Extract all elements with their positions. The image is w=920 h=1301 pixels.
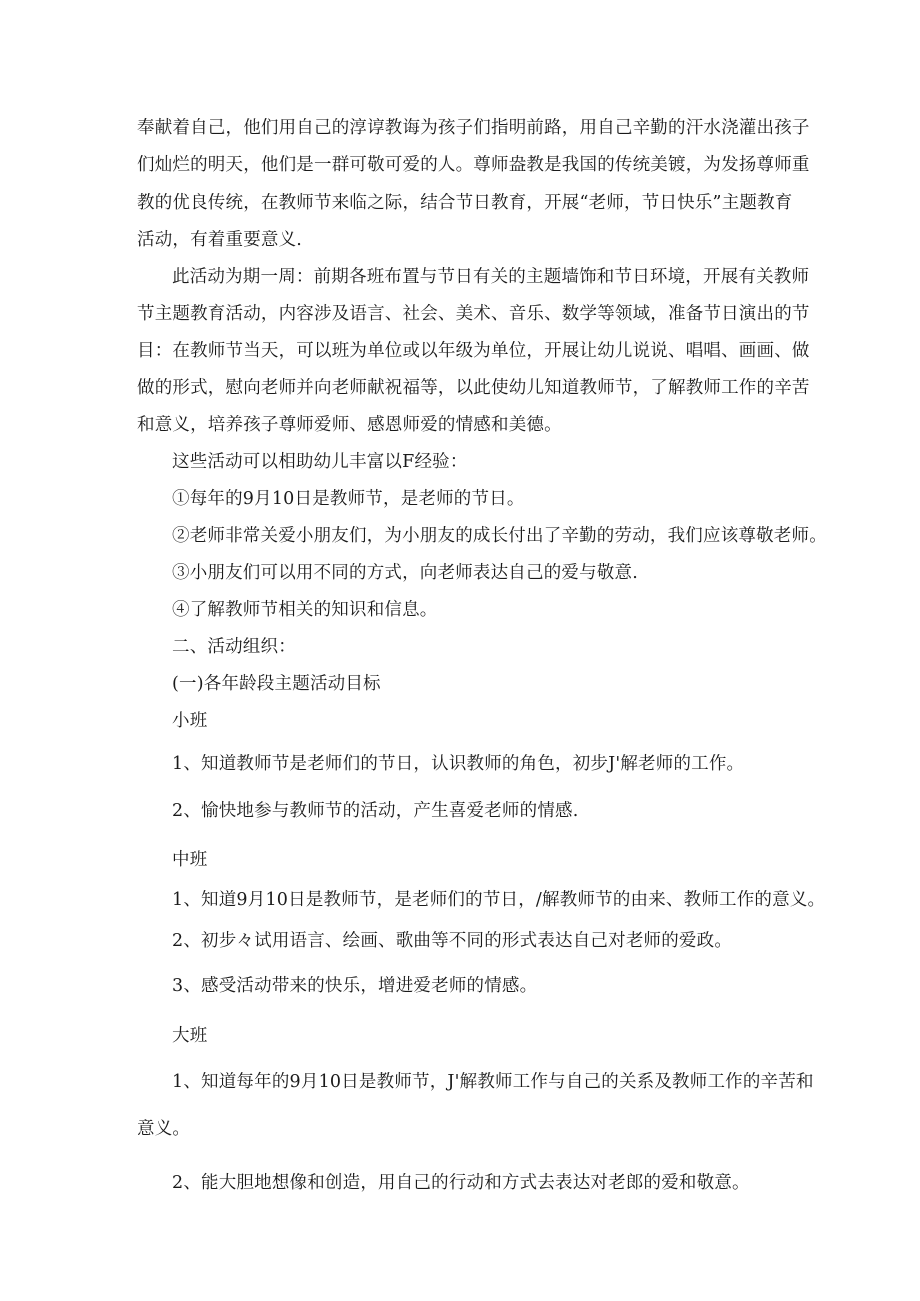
experience-item-1: ①每年的9月10日是教师节，是老师的节日。 (172, 489, 525, 509)
small-class-item-2: 2、愉快地参与教师节的活动，产生喜爱老师的情感. (172, 801, 579, 821)
intro-line-3: 教的优良传统，在教师节来临之际，结合节日教育，开展“老师，节日快乐”主题教育 (137, 193, 793, 213)
organization-subheading: (一)各年龄段主题活动目标 (172, 674, 381, 694)
large-class-item-2: 2、能大胆地想像和创造，用自己的行动和方式去表达对老郎的爱和敬意。 (172, 1173, 750, 1193)
organization-heading: 二、活动组织： (172, 637, 296, 657)
middle-class-item-1: 1、知道9月10日是教师节，是老师们的节日，/解教师节的由来、教师工作的意义。 (172, 890, 826, 910)
experience-item-3: ③小朋友们可以用不同的方式，向老师表达自己的爱与敬意. (172, 563, 638, 583)
experience-heading: 这些活动可以相助幼儿丰富以F经验： (172, 452, 468, 472)
middle-class-item-3: 3、感受活动带来的快乐，增进爱老师的情感。 (172, 976, 538, 996)
plan-line-3: 目：在教师节当天，可以班为单位或以年级为单位，开展让幼儿说说、唱唱、画画、做 (137, 341, 810, 361)
small-class-title: 小班 (172, 711, 208, 731)
middle-class-item-2: 2、初步々试用语言、绘画、歌曲等不同的形式表达自己对老师的爱政。 (172, 931, 733, 951)
large-class-item-1-continued: 意义。 (137, 1119, 191, 1139)
intro-line-2: 们灿烂的明天，他们是一群可敬可爱的人。尊师盎教是我国的传统美镀，为发扬尊师重 (137, 155, 810, 175)
plan-line-1: 此活动为期一周：前期各班布置与节日有关的主题墙饰和节日环境，开展有关教师 (172, 267, 810, 287)
plan-line-2: 节主题教育活动，内容涉及语言、社会、美术、音乐、数学等领域，准备节日演出的节 (137, 304, 810, 324)
plan-line-5: 和意义，培养孩子尊师爱师、感恩师爱的情感和美德。 (137, 415, 562, 435)
experience-item-2: ②老师非常关爱小朋友们，为小朋友的成长付出了辛勤的劳动，我们应该尊敬老师。 (172, 526, 827, 546)
middle-class-title: 中班 (172, 850, 208, 870)
experience-item-4: ④了解教师节相关的知识和信息。 (172, 600, 438, 620)
intro-line-1: 奉献着自己，他们用自己的淳谆教诲为孩子们指明前路，用自己辛勤的汗水浇灌出孩子 (137, 118, 810, 138)
large-class-item-1: 1、知道每年的9月10日是教师节，J'解教师工作与自己的关系及教师工作的辛苦和 (172, 1072, 814, 1092)
intro-line-4: 活动，有着重要意义. (137, 230, 303, 250)
large-class-title: 大班 (172, 1026, 208, 1046)
plan-line-4: 做的形式，慰向老师并向老师献祝福等，以此使幼儿知道教师节，了解教师工作的辛苦 (137, 378, 810, 398)
small-class-item-1: 1、知道教师节是老师们的节日，认识教师的角色，初步J'解老师的工作。 (172, 754, 745, 774)
